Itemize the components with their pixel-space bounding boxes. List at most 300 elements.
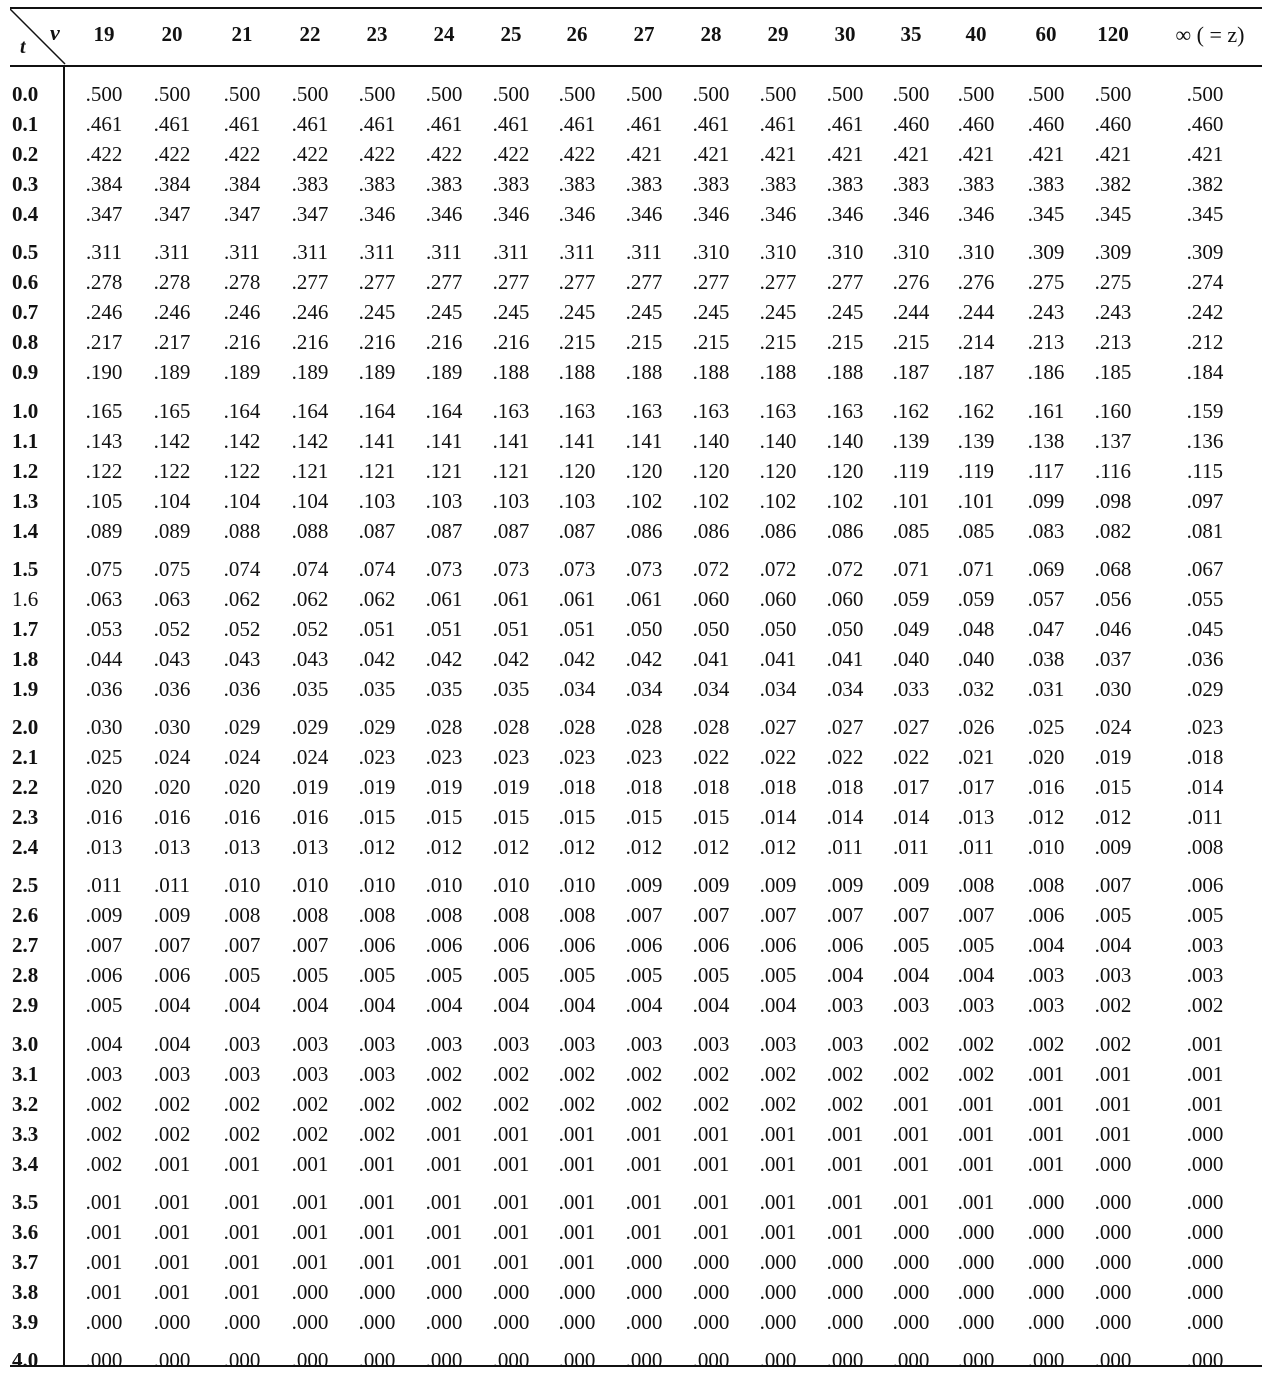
table-cell: .311 <box>493 240 529 265</box>
column-header: 30 <box>834 22 856 46</box>
table-cell: .011 <box>86 873 122 898</box>
table-cell: .002 <box>759 1091 797 1116</box>
table-cell: .276 <box>957 270 995 295</box>
table-cell: .012 <box>425 835 463 860</box>
table-cell: .001 <box>425 1249 463 1274</box>
table-cell: .003 <box>1186 933 1224 958</box>
table-cell: .050 <box>826 616 864 641</box>
table-cell: .060 <box>759 586 797 611</box>
table-cell: .052 <box>223 616 261 641</box>
table-cell: .025 <box>1027 715 1065 739</box>
table-cell: .002 <box>291 1091 329 1116</box>
table-cell: .000 <box>425 1348 463 1372</box>
table-cell: .213 <box>1094 330 1132 355</box>
table-cell: .311 <box>626 240 662 265</box>
table-cell: .000 <box>892 1219 930 1244</box>
row-label-t: 2.3 <box>12 805 39 830</box>
table-cell: .383 <box>692 172 730 197</box>
row-label-t: 1.1 <box>12 428 39 453</box>
table-cell: .214 <box>957 330 995 355</box>
table-cell: .019 <box>492 775 530 800</box>
table-cell: .052 <box>153 616 191 641</box>
table-cell: .160 <box>1094 398 1132 423</box>
table-cell: .062 <box>223 586 261 611</box>
table-cell: .015 <box>558 805 596 830</box>
table-cell: .002 <box>957 1061 995 1086</box>
table-cell: .026 <box>957 715 995 739</box>
table-cell: .000 <box>492 1348 530 1372</box>
table-cell: .043 <box>291 646 329 671</box>
table-cell: .311 <box>426 240 462 265</box>
row-label-t: 1.7 <box>12 616 39 641</box>
table-cell: .460 <box>957 112 995 137</box>
table-cell: .030 <box>85 715 123 739</box>
table-cell: .086 <box>759 518 797 543</box>
table-cell: .000 <box>692 1249 730 1274</box>
table-cell: .008 <box>291 903 329 928</box>
table-cell: .311 <box>292 240 328 265</box>
table-cell: .043 <box>153 646 191 671</box>
table-cell: .103 <box>358 488 396 513</box>
table-cell: .086 <box>625 518 663 543</box>
table-cell: .006 <box>425 933 463 958</box>
table-cell: .036 <box>85 676 123 701</box>
table-cell: .034 <box>759 676 797 701</box>
table-cell: .116 <box>1095 458 1131 483</box>
table-cell: .005 <box>85 993 123 1018</box>
table-cell: .163 <box>492 398 530 423</box>
table-cell: .002 <box>425 1091 463 1116</box>
table-cell: .000 <box>759 1309 797 1334</box>
table-cell: .186 <box>1027 360 1065 385</box>
table-cell: .243 <box>1094 300 1132 325</box>
table-cell: .004 <box>826 963 864 988</box>
table-cell: .001 <box>223 1249 261 1274</box>
table-cell: .008 <box>957 873 995 898</box>
table-cell: .003 <box>892 993 930 1018</box>
table-cell: .001 <box>759 1121 797 1146</box>
table-cell: .000 <box>1094 1151 1132 1176</box>
table-cell: .036 <box>1186 646 1224 671</box>
table-cell: .001 <box>153 1249 191 1274</box>
table-cell: .001 <box>425 1121 463 1146</box>
table-cell: .422 <box>558 142 596 167</box>
table-cell: .001 <box>223 1219 261 1244</box>
table-cell: .188 <box>492 360 530 385</box>
table-cell: .422 <box>223 142 261 167</box>
table-cell: .309 <box>1094 240 1132 265</box>
table-cell: .001 <box>425 1151 463 1176</box>
table-cell: .016 <box>1027 775 1065 800</box>
table-cell: .000 <box>425 1309 463 1334</box>
table-cell: .001 <box>625 1151 663 1176</box>
table-cell: .047 <box>1027 616 1065 641</box>
table-cell: .023 <box>358 745 396 770</box>
table-cell: .028 <box>625 715 663 739</box>
table-cell: .020 <box>1027 745 1065 770</box>
table-cell: .014 <box>1186 775 1224 800</box>
table-cell: .016 <box>85 805 123 830</box>
table-cell: .189 <box>223 360 261 385</box>
table-cell: .000 <box>1186 1121 1224 1146</box>
table-cell: .003 <box>223 1061 261 1086</box>
table-cell: .003 <box>625 1031 663 1056</box>
table-cell: .422 <box>153 142 191 167</box>
table-cell: .142 <box>291 428 329 453</box>
table-cell: .075 <box>85 556 123 581</box>
table-cell: .277 <box>492 270 530 295</box>
table-cell: .119 <box>893 458 929 483</box>
table-cell: .244 <box>957 300 995 325</box>
table-cell: .003 <box>358 1061 396 1086</box>
table-cell: .142 <box>223 428 261 453</box>
table-cell: .310 <box>957 240 995 265</box>
table-cell: .277 <box>759 270 797 295</box>
column-header: 20 <box>161 22 183 46</box>
table-cell: .098 <box>1094 488 1132 513</box>
table-cell: .422 <box>291 142 329 167</box>
table-cell: .189 <box>425 360 463 385</box>
table-cell: .421 <box>1094 142 1132 167</box>
table-cell: .013 <box>291 835 329 860</box>
table-cell: .421 <box>625 142 663 167</box>
column-header: 25 <box>500 22 522 46</box>
table-cell: .004 <box>291 993 329 1018</box>
table-cell: .000 <box>1027 1189 1065 1214</box>
table-cell: .001 <box>759 1219 797 1244</box>
table-cell: .310 <box>826 240 864 265</box>
table-cell: .010 <box>558 873 596 898</box>
table-cell: .073 <box>492 556 530 581</box>
table-cell: .216 <box>358 330 396 355</box>
table-cell: .008 <box>425 903 463 928</box>
table-cell: .037 <box>1094 646 1132 671</box>
table-cell: .034 <box>625 676 663 701</box>
table-cell: .051 <box>492 616 530 641</box>
table-cell: .138 <box>1027 428 1065 453</box>
table-cell: .383 <box>358 172 396 197</box>
table-cell: .461 <box>153 112 191 137</box>
table-cell: .003 <box>85 1061 123 1086</box>
table-cell: .041 <box>826 646 864 671</box>
table-cell: .001 <box>1186 1091 1224 1116</box>
table-cell: .005 <box>892 933 930 958</box>
table-cell: .001 <box>492 1249 530 1274</box>
table-cell: .189 <box>358 360 396 385</box>
table-cell: .278 <box>85 270 123 295</box>
table-cell: .002 <box>1094 1031 1132 1056</box>
table-cell: .000 <box>692 1309 730 1334</box>
table-cell: .019 <box>358 775 396 800</box>
table-cell: .216 <box>291 330 329 355</box>
table-cell: .000 <box>1186 1279 1224 1304</box>
table-cell: .277 <box>692 270 730 295</box>
table-cell: .188 <box>759 360 797 385</box>
row-label-t: 3.8 <box>12 1279 39 1304</box>
table-cell: .500 <box>153 82 191 106</box>
table-cell: .121 <box>358 458 396 483</box>
table-cell: .050 <box>759 616 797 641</box>
table-cell: .346 <box>625 202 663 227</box>
table-cell: .120 <box>692 458 730 483</box>
table-cell: .010 <box>358 873 396 898</box>
table-cell: .001 <box>625 1121 663 1146</box>
table-cell: .101 <box>892 488 930 513</box>
table-cell: .015 <box>1094 775 1132 800</box>
table-cell: .245 <box>692 300 730 325</box>
table-cell: .006 <box>1186 873 1224 898</box>
table-cell: .384 <box>153 172 191 197</box>
table-cell: .074 <box>291 556 329 581</box>
table-cell: .421 <box>892 142 930 167</box>
row-label-t: 1.5 <box>12 556 39 581</box>
table-cell: .072 <box>826 556 864 581</box>
table-cell: .346 <box>892 202 930 227</box>
table-cell: .461 <box>425 112 463 137</box>
table-cell: .088 <box>223 518 261 543</box>
table-cell: .004 <box>223 993 261 1018</box>
table-cell: .002 <box>85 1091 123 1116</box>
column-header: 19 <box>93 22 115 46</box>
table-cell: .345 <box>1186 202 1224 227</box>
table-cell: .001 <box>358 1219 396 1244</box>
table-cell: .022 <box>759 745 797 770</box>
table-cell: .000 <box>223 1348 261 1372</box>
table-cell: .213 <box>1027 330 1065 355</box>
row-label-t: 0.9 <box>12 360 39 385</box>
table-cell: .346 <box>558 202 596 227</box>
table-cell: .277 <box>826 270 864 295</box>
top-rule <box>10 7 1262 9</box>
table-cell: .383 <box>291 172 329 197</box>
table-cell: .164 <box>291 398 329 423</box>
table-cell: .005 <box>1094 903 1132 928</box>
table-cell: .383 <box>892 172 930 197</box>
table-cell: .461 <box>759 112 797 137</box>
table-cell: .023 <box>425 745 463 770</box>
table-cell: .345 <box>1027 202 1065 227</box>
table-cell: .421 <box>1186 142 1224 167</box>
row-label-t: 2.0 <box>12 715 39 739</box>
table-cell: .006 <box>1027 903 1065 928</box>
table-cell: .027 <box>892 715 930 739</box>
table-cell: .082 <box>1094 518 1132 543</box>
table-cell: .162 <box>957 398 995 423</box>
table-cell: .069 <box>1027 556 1065 581</box>
table-cell: .010 <box>223 873 261 898</box>
row-label-t: 0.2 <box>12 142 39 167</box>
table-cell: .216 <box>425 330 463 355</box>
table-cell: .009 <box>85 903 123 928</box>
table-cell: .102 <box>625 488 663 513</box>
table-cell: .164 <box>425 398 463 423</box>
table-cell: .000 <box>1027 1279 1065 1304</box>
table-cell: .007 <box>153 933 191 958</box>
table-cell: .500 <box>692 82 730 106</box>
table-cell: .002 <box>826 1061 864 1086</box>
table-cell: .217 <box>153 330 191 355</box>
table-cell: .012 <box>358 835 396 860</box>
table-cell: .346 <box>759 202 797 227</box>
table-cell: .012 <box>625 835 663 860</box>
table-cell: .027 <box>759 715 797 739</box>
table-cell: .062 <box>291 586 329 611</box>
table-cell: .215 <box>692 330 730 355</box>
table-cell: .006 <box>759 933 797 958</box>
row-label-t: 1.0 <box>12 398 39 423</box>
row-label-t: 3.6 <box>12 1219 39 1244</box>
table-cell: .003 <box>957 993 995 1018</box>
table-cell: .000 <box>291 1348 329 1372</box>
table-cell: .055 <box>1186 586 1224 611</box>
table-cell: .011 <box>893 835 929 860</box>
table-cell: .004 <box>85 1031 123 1056</box>
table-cell: .000 <box>957 1219 995 1244</box>
table-cell: .001 <box>492 1189 530 1214</box>
row-label-t: 3.7 <box>12 1249 39 1274</box>
table-cell: .002 <box>492 1061 530 1086</box>
table-cell: .346 <box>358 202 396 227</box>
table-cell: .001 <box>291 1249 329 1274</box>
table-cell: .025 <box>85 745 123 770</box>
table-cell: .383 <box>826 172 864 197</box>
table-cell: .383 <box>492 172 530 197</box>
table-cell: .245 <box>826 300 864 325</box>
table-cell: .071 <box>957 556 995 581</box>
table-cell: .002 <box>759 1061 797 1086</box>
table-cell: .042 <box>492 646 530 671</box>
table-cell: .087 <box>492 518 530 543</box>
table-cell: .029 <box>1186 676 1224 701</box>
table-cell: .023 <box>1186 715 1224 739</box>
table-cell: .002 <box>1094 993 1132 1018</box>
table-cell: .103 <box>492 488 530 513</box>
table-cell: .001 <box>1027 1151 1065 1176</box>
table-cell: .245 <box>492 300 530 325</box>
table-cell: .246 <box>153 300 191 325</box>
table-cell: .000 <box>826 1309 864 1334</box>
table-cell: .034 <box>826 676 864 701</box>
table-cell: .500 <box>492 82 530 106</box>
table-cell: .461 <box>625 112 663 137</box>
table-cell: .031 <box>1027 676 1065 701</box>
table-cell: .001 <box>223 1279 261 1304</box>
table-cell: .001 <box>492 1219 530 1244</box>
table-cell: .000 <box>1094 1249 1132 1274</box>
table-cell: .000 <box>1186 1348 1224 1372</box>
column-header: 21 <box>231 22 253 46</box>
table-cell: .044 <box>85 646 123 671</box>
table-cell: .346 <box>492 202 530 227</box>
table-cell: .099 <box>1027 488 1065 513</box>
table-cell: .035 <box>492 676 530 701</box>
table-cell: .002 <box>492 1091 530 1116</box>
table-cell: .042 <box>625 646 663 671</box>
table-cell: .500 <box>425 82 463 106</box>
table-cell: .060 <box>826 586 864 611</box>
table-cell: .000 <box>826 1348 864 1372</box>
table-cell: .141 <box>625 428 663 453</box>
table-cell: .000 <box>1027 1348 1065 1372</box>
table-cell: .421 <box>759 142 797 167</box>
table-cell: .017 <box>957 775 995 800</box>
corner-nu-label: ν <box>50 20 60 45</box>
table-cell: .002 <box>223 1091 261 1116</box>
corner-t-label: t <box>20 36 26 58</box>
table-cell: .007 <box>892 903 930 928</box>
table-cell: .040 <box>892 646 930 671</box>
table-cell: .016 <box>291 805 329 830</box>
table-cell: .122 <box>153 458 191 483</box>
table-cell: .461 <box>558 112 596 137</box>
table-cell: .346 <box>692 202 730 227</box>
row-label-t: 1.3 <box>12 488 39 513</box>
table-cell: .001 <box>625 1189 663 1214</box>
table-cell: .000 <box>826 1279 864 1304</box>
table-cell: .020 <box>223 775 261 800</box>
table-cell: .000 <box>153 1309 191 1334</box>
table-cell: .383 <box>425 172 463 197</box>
table-cell: .165 <box>85 398 123 423</box>
table-cell: .001 <box>957 1091 995 1116</box>
table-cell: .017 <box>892 775 930 800</box>
table-cell: .010 <box>1027 835 1065 860</box>
table-cell: .003 <box>826 1031 864 1056</box>
table-cell: .022 <box>892 745 930 770</box>
table-cell: .012 <box>1027 805 1065 830</box>
table-cell: .161 <box>1027 398 1065 423</box>
table-cell: .500 <box>957 82 995 106</box>
table-cell: .120 <box>558 458 596 483</box>
table-cell: .500 <box>358 82 396 106</box>
table-cell: .001 <box>358 1249 396 1274</box>
table-cell: .001 <box>892 1091 930 1116</box>
table-cell: .004 <box>1094 933 1132 958</box>
table-cell: .005 <box>223 963 261 988</box>
table-cell: .461 <box>223 112 261 137</box>
table-cell: .045 <box>1186 616 1224 641</box>
table-cell: .461 <box>826 112 864 137</box>
table-cell: .215 <box>826 330 864 355</box>
table-cell: .139 <box>957 428 995 453</box>
table-cell: .007 <box>692 903 730 928</box>
table-cell: .029 <box>291 715 329 739</box>
table-cell: .012 <box>759 835 797 860</box>
table-cell: .008 <box>358 903 396 928</box>
table-cell: .015 <box>492 805 530 830</box>
table-cell: .383 <box>625 172 663 197</box>
table-cell: .004 <box>625 993 663 1018</box>
table-cell: .461 <box>692 112 730 137</box>
table-cell: .018 <box>558 775 596 800</box>
table-cell: .189 <box>153 360 191 385</box>
table-cell: .215 <box>625 330 663 355</box>
table-cell: .382 <box>1186 172 1224 197</box>
table-cell: .310 <box>759 240 797 265</box>
table-cell: .004 <box>492 993 530 1018</box>
table-cell: .137 <box>1094 428 1132 453</box>
table-cell: .002 <box>1027 1031 1065 1056</box>
table-cell: .001 <box>892 1189 930 1214</box>
table-cell: .000 <box>1186 1219 1224 1244</box>
table-cell: .061 <box>625 586 663 611</box>
table-cell: .215 <box>558 330 596 355</box>
table-cell: .001 <box>692 1151 730 1176</box>
table-cell: .002 <box>625 1091 663 1116</box>
table-cell: .245 <box>625 300 663 325</box>
table-cell: .006 <box>692 933 730 958</box>
row-label-t: 1.6 <box>12 586 39 611</box>
